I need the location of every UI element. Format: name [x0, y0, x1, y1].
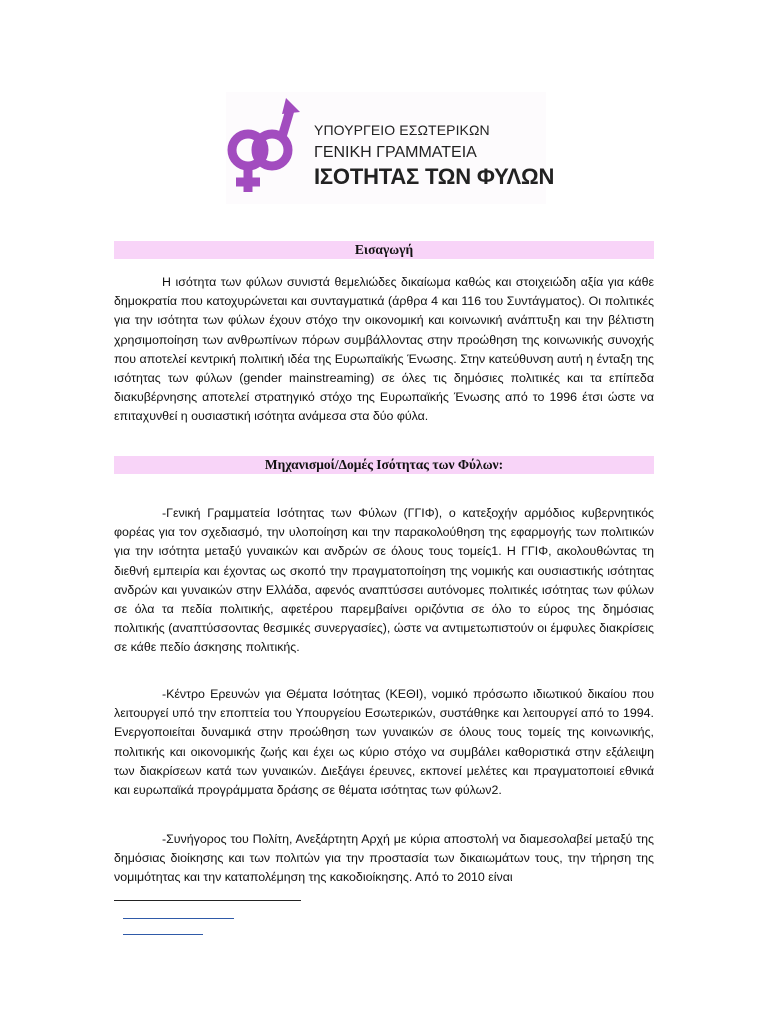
gender-equality-icon — [226, 92, 316, 204]
intro-paragraph: Η ισότητα των φύλων συνιστά θεμελιώδες δικαίωμα καθώς και στοιχειώδη αξία για κάθε δημοκρατία που κατοχυρώνεται και συνταγματικά (άρθρα 4 και 116 του Συντάγματος). Οι πολιτικές για την ισότητα των φύλων έχουν στόχο την οικονομική και κοινωνική ανάπτυξη και την βέλτιστη χρησιμοποίηση των ανθρωπίνων πόρων συμβάλλοντας στην προώθηση της κοινωνικής συνοχής που αποτελεί κεντρική πολιτική ιδέα της Ευρωπαϊκής Ένωσης. Στην κατεύθυνση αυτή η ένταξη της ισότητας των φύλων (gender mainstreaming) σε όλες τις δημόσιες πολιτικές και τα επίπεδα διακυβέρνησης αποτελεί στρατηγικό στόχο της Ευρωπαϊκής Ένωσης από το 1996 έτσι ώστε να επιταχυνθεί η ουσιαστική ισότητα ανάμεσα στα δύο φύλα. — [114, 275, 654, 424]
kethi-paragraph: -Κέντρο Ερευνών για Θέματα Ισότητας (ΚΕΘΙ), νομικό πρόσωπο ιδιωτικού δικαίου που λειτουργεί υπό την εποπτεία του Υπουργείου Εσωτερικών, συστάθηκε και λειτουργεί από το 1994. Ενεργοποιείται δυναμικά στην προώθηση των γυναικών σε όλους τους τομείς της κοινωνικής, πολιτικής και οικονομικής ζωής και έχει ως κύριο στόχο να συμβάλει καθοριστικά στην εξάλειψη των διακρίσεων κατά των γυναικών. Διεξάγει έρευνες, εκπονεί μελέτες και πραγματοποιεί εθνικά και ευρωπαϊκά προγράμματα δράσης σε θέματα ισότητας των φύλων2. — [114, 687, 654, 798]
mechanisms-heading: Μηχανισμοί/Δομές Ισότητας των Φύλων: — [114, 456, 654, 474]
logo-equality-name: ΙΣΟΤΗΤΑΣ ΤΩΝ ΦΥΛΩΝ — [314, 164, 555, 189]
ggif-paragraph: -Γενική Γραμματεία Ισότητας των Φύλων (ΓΓΙΦ), ο κατεξοχήν αρμόδιος κυβερνητικός φορέας για τον σχεδιασμό, την υλοποίηση και την παρακολούθηση της εφαρμογής των πολιτικών για την ισότητα μεταξύ γυναικών και ανδρών σε όλους τους τομείς1. Η ΓΓΙΦ, ακολουθώντας τη διεθνή εμπειρία και έχοντας ως σκοπό την πραγματοποίηση της νομικής και ουσιαστικής ισότητας ανδρών και γυναικών στην Ελλάδα, αφενός αναπτύσσει αυτόνομες πολιτικές ισότητας των φύλων σε όλα τα πεδία πολιτικής, αφετέρου παρεμβαίνει οριζόντια σε όλο το εύρος της δημόσιας πολιτικής (αναπτύσσοντας θεσμικές συνεργασίες), ώστε να αντιμετωπιστούν οι έμφυλες διακρίσεις σε κάθε πεδίο άσκησης πολιτικής. — [114, 506, 654, 655]
logo-secretariat-name: ΓΕΝΙΚΗ ΓΡΑΜΜΑΤΕΙΑ — [314, 144, 477, 161]
ombudsman-paragraph: -Συνήγορος του Πολίτη, Ανεξάρτητη Αρχή με κύρια αποστολή να διαμεσολαβεί μεταξύ της δημόσιας διοίκησης και των πολιτών για την προστασία των δικαιωμάτων τους, την τήρηση της νομιμότητας και την καταπολέμηση της κακοδιοίκησης. Από το 2010 είναι — [114, 832, 654, 885]
ministry-logo — [226, 92, 555, 204]
footnote-link-2[interactable] — [123, 934, 203, 935]
footnote-separator — [114, 900, 301, 901]
intro-heading: Εισαγωγή — [114, 241, 654, 259]
footnote-link-1[interactable] — [123, 918, 234, 919]
logo-ministry-name: ΥΠΟΥΡΓΕΙΟ ΕΣΩΤΕΡΙΚΩΝ — [314, 122, 490, 138]
